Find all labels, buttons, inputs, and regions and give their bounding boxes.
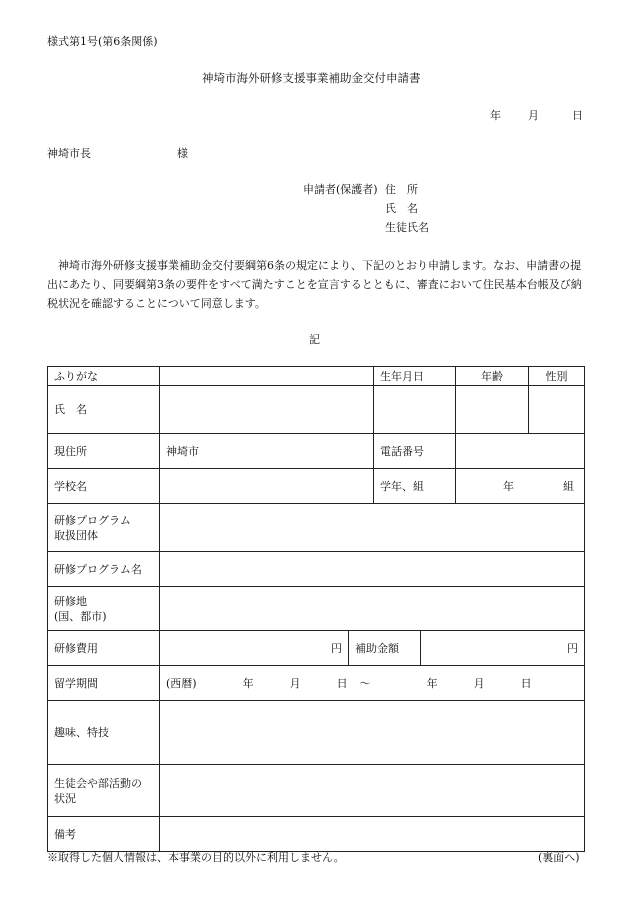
phone-field[interactable] [456,434,585,469]
seireki-label: (西暦) [166,676,197,690]
subsidy-field[interactable]: 円 [421,631,585,666]
period-month-1: 月 [289,676,301,690]
applicant-address-label: 住 所 [385,183,418,196]
phone-label: 電話番号 [374,434,456,469]
sex-label: 性別 [529,367,585,386]
applicant-name-label: 氏 名 [385,202,418,215]
name-label: 氏 名 [48,386,160,434]
grade-unit: 年 [503,479,515,493]
addressee-honorific: 様 [177,147,188,160]
date-day: 日 [572,109,583,122]
privacy-note: ※取得した個人情報は、本事業の目的以外に利用しません。 [47,851,345,864]
cost-field[interactable]: 円 [160,631,349,666]
birthdate-label: 生年月日 [374,367,456,386]
remarks-label: 備考 [48,817,160,852]
declaration-paragraph [47,256,583,313]
location-line2: (国、都市) [54,609,107,623]
application-table [47,366,585,852]
furigana-label: ふりがな [48,367,160,386]
student-council-field[interactable] [160,765,585,817]
table-row [48,504,585,552]
period-day-2: 日 [520,676,532,690]
cost-label: 研修費用 [48,631,160,666]
remarks-field[interactable] [160,817,585,852]
grade-class-field[interactable] [456,469,585,504]
table-row [48,765,585,817]
name-field[interactable] [160,386,374,434]
date-month: 月 [528,109,539,122]
date-year: 年 [490,109,501,122]
period-day-1: 日 [336,676,348,690]
table-row [48,701,585,765]
reverse-side-note: (裏面へ) [538,851,580,864]
furigana-field[interactable] [160,367,374,386]
table-row [48,469,585,504]
class-unit: 組 [563,479,575,493]
student-council-label [48,765,160,817]
birthdate-field[interactable] [374,386,456,434]
program-org-line1: 研修プログラム [54,513,131,527]
table-row [48,386,585,434]
applicant-label: 申請者(保護者) [303,183,378,196]
age-field[interactable] [456,386,529,434]
period-year-2: 年 [426,676,438,690]
form-title: 神埼市海外研修支援事業補助金交付申請書 [202,71,421,85]
grade-class-label: 学年、組 [374,469,456,504]
program-org-label [48,504,160,552]
school-name-label: 学校名 [48,469,160,504]
program-org-line2: 取扱団体 [54,528,98,542]
program-name-label: 研修プログラム名 [48,552,160,587]
period-year-1: 年 [242,676,254,690]
addressee: 神埼市長 [47,147,91,160]
student-council-line1: 生徒会や部活動の [54,776,142,790]
form-number: 様式第1号(第6条関係) [47,35,158,48]
table-row [48,666,585,701]
location-field[interactable] [160,587,585,631]
student-council-line2: 状況 [54,791,76,805]
current-address-label: 現住所 [48,434,160,469]
hobby-label: 趣味、特技 [48,701,160,765]
sex-field[interactable] [529,386,585,434]
table-row [48,817,585,852]
ki-heading: 記 [309,333,320,346]
current-address-field[interactable]: 神埼市 [160,434,374,469]
table-row [48,631,585,666]
table-row [48,434,585,469]
school-name-field[interactable] [160,469,374,504]
declaration-text: 神埼市海外研修支援事業補助金交付要綱第6条の規定により、下記のとおり申請します。なお、申請書の提出にあたり、同要綱第3条の要件をすべて満たすことを宣言するとともに、審査において住民基本台帳及び納税状況を確認することについて同意します。 [47,259,582,310]
table-row [48,587,585,631]
table-row [48,367,585,386]
period-month-2: 月 [473,676,485,690]
hobby-field[interactable] [160,701,585,765]
program-name-field[interactable] [160,552,585,587]
program-org-field[interactable] [160,504,585,552]
location-label [48,587,160,631]
period-tilde: ～ [359,676,371,690]
location-line1: 研修地 [54,594,87,608]
subsidy-label: 補助金額 [349,631,421,666]
student-name-label: 生徒氏名 [385,221,429,234]
age-label: 年齢 [456,367,529,386]
table-row [48,552,585,587]
period-field[interactable] [160,666,585,701]
period-label: 留学期間 [48,666,160,701]
